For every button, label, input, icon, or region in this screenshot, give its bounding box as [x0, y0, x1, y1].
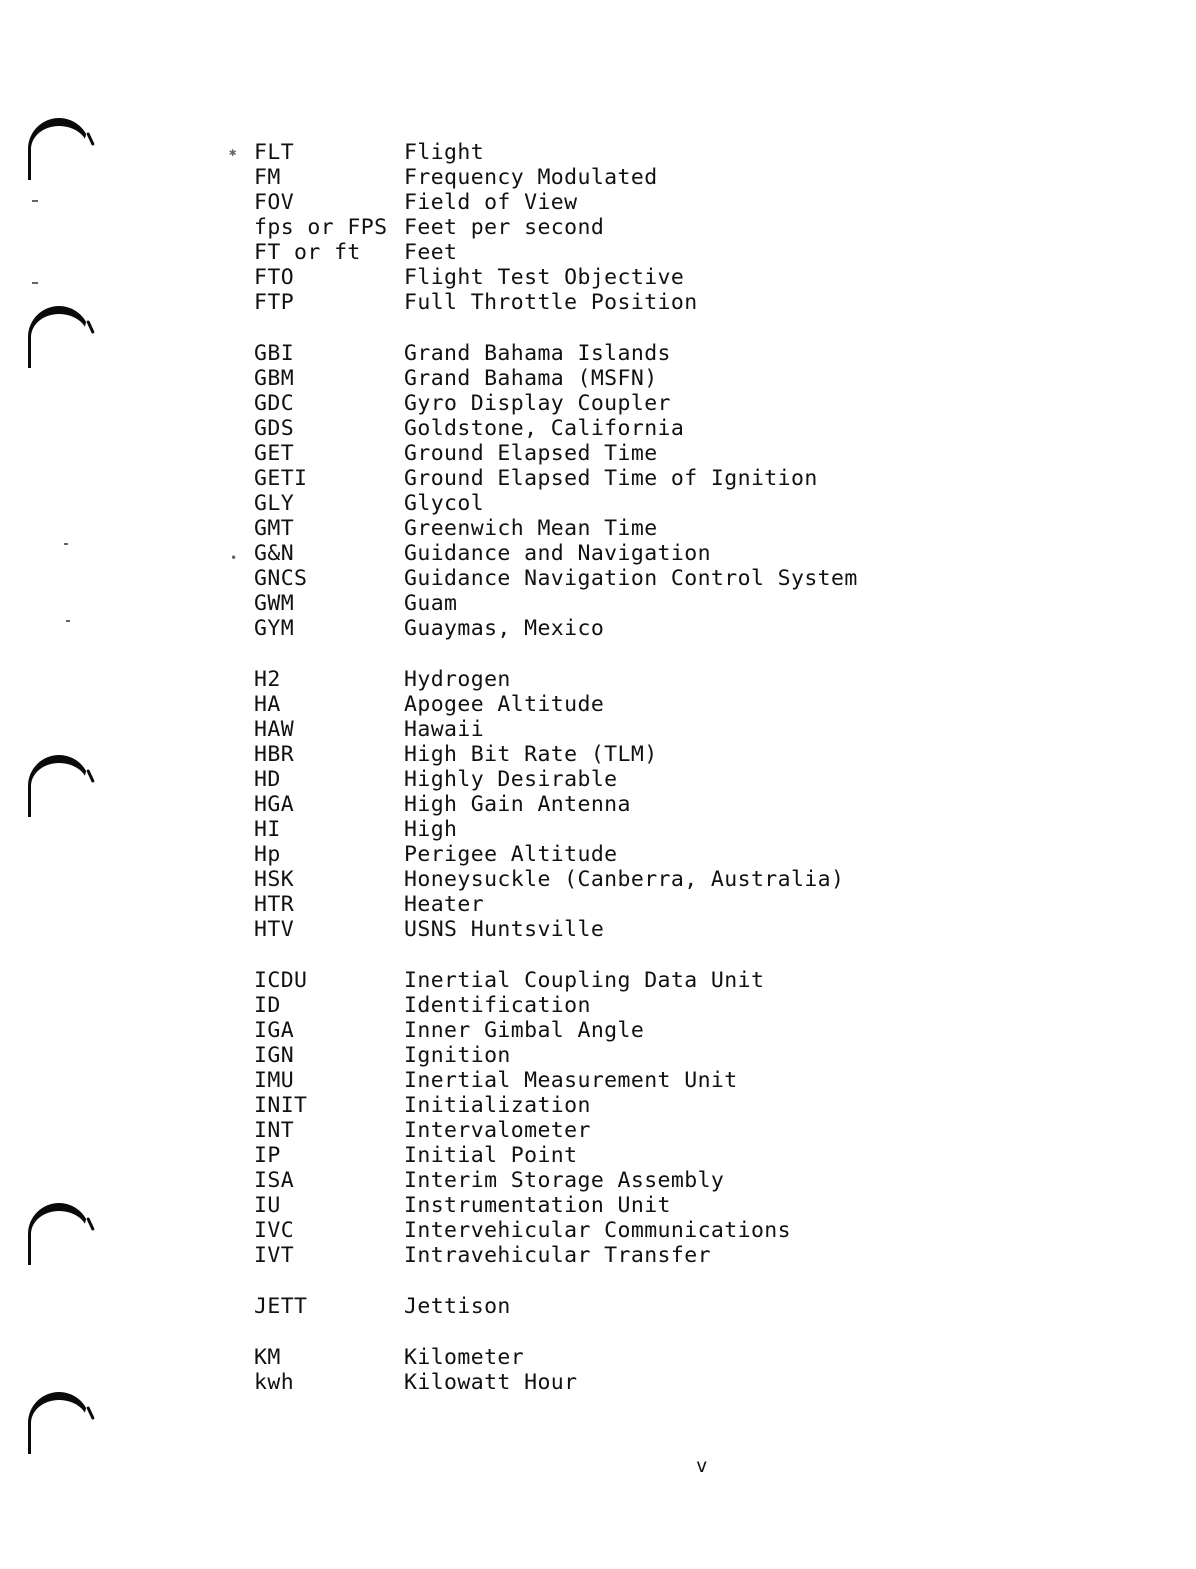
glossary-entry — [254, 165, 874, 190]
abbreviation: G&N — [254, 541, 295, 566]
glossary-entry — [254, 1168, 874, 1193]
glossary-entry — [254, 516, 874, 541]
glossary-entry — [254, 667, 874, 692]
definition: Gyro Display Coupler — [404, 391, 671, 416]
abbreviation: FT or ft — [254, 240, 361, 265]
margin-mark: • — [230, 551, 238, 565]
definition: Frequency Modulated — [404, 165, 658, 190]
definition: Ignition — [404, 1043, 511, 1068]
glossary-entry — [254, 391, 874, 416]
glossary-entry — [254, 441, 874, 466]
abbreviation: GLY — [254, 491, 295, 516]
glossary-entry — [254, 215, 874, 240]
scan-speck — [64, 543, 68, 545]
abbreviation: ISA — [254, 1168, 295, 1193]
glossary-entry — [254, 867, 874, 892]
abbreviation: GNCS — [254, 566, 308, 591]
abbreviation: GET — [254, 441, 295, 466]
glossary-entry — [254, 1143, 874, 1168]
abbreviation: INIT — [254, 1093, 308, 1118]
glossary-entry — [254, 1043, 874, 1068]
definition: High Bit Rate (TLM) — [404, 742, 658, 767]
definition: Highly Desirable — [404, 767, 618, 792]
abbreviation: FLT — [254, 140, 295, 165]
definition: Goldstone, California — [404, 416, 685, 441]
definition: Hawaii — [404, 717, 485, 742]
abbreviation: FTO — [254, 265, 295, 290]
definition: Kilowatt Hour — [404, 1370, 578, 1395]
definition: Flight — [404, 140, 485, 165]
abbreviation: HTR — [254, 892, 295, 917]
abbreviation: FTP — [254, 290, 295, 315]
definition: Feet — [404, 240, 458, 265]
glossary-group — [254, 667, 874, 942]
abbreviation: GWM — [254, 591, 295, 616]
abbreviation: HSK — [254, 867, 295, 892]
glossary-entry — [254, 1118, 874, 1143]
punch-hole — [28, 755, 90, 817]
glossary-entry — [254, 190, 874, 215]
definition: Honeysuckle (Canberra, Australia) — [404, 867, 845, 892]
abbreviation: HA — [254, 692, 281, 717]
abbreviation: IU — [254, 1193, 281, 1218]
abbreviation: GYM — [254, 616, 295, 641]
definition: Instrumentation Unit — [404, 1193, 671, 1218]
definition: Full Throttle Position — [404, 290, 698, 315]
page-number: v — [696, 1455, 708, 1477]
abbreviation: fps or FPS — [254, 215, 388, 240]
abbreviation: HI — [254, 817, 281, 842]
abbreviation: HBR — [254, 742, 295, 767]
abbreviation: IMU — [254, 1068, 295, 1093]
abbreviation: FOV — [254, 190, 295, 215]
glossary-list — [254, 140, 874, 1421]
glossary-entry — [254, 366, 874, 391]
definition: Identification — [404, 993, 591, 1018]
abbreviation: ID — [254, 993, 281, 1018]
glossary-entry — [254, 566, 874, 591]
abbreviation: HAW — [254, 717, 295, 742]
glossary-group — [254, 968, 874, 1268]
glossary-group — [254, 1345, 874, 1395]
definition: Grand Bahama (MSFN) — [404, 366, 658, 391]
definition: Guaymas, Mexico — [404, 616, 605, 641]
abbreviation: KM — [254, 1345, 281, 1370]
glossary-entry — [254, 1093, 874, 1118]
glossary-entry — [254, 842, 874, 867]
glossary-entry — [254, 692, 874, 717]
glossary-entry — [254, 1294, 874, 1319]
glossary-entry — [254, 1370, 874, 1395]
glossary-entry — [254, 1243, 874, 1268]
glossary-entry — [254, 792, 874, 817]
abbreviation: HGA — [254, 792, 295, 817]
abbreviation: HTV — [254, 917, 295, 942]
abbreviation: GBM — [254, 366, 295, 391]
abbreviation: GMT — [254, 516, 295, 541]
glossary-entry — [254, 466, 874, 491]
definition: Ground Elapsed Time — [404, 441, 658, 466]
glossary-entry — [254, 341, 874, 366]
definition: Guidance Navigation Control System — [404, 566, 858, 591]
glossary-entry — [254, 140, 874, 165]
definition: Heater — [404, 892, 485, 917]
glossary-entry — [254, 265, 874, 290]
abbreviation: IVC — [254, 1218, 295, 1243]
abbreviation: GBI — [254, 341, 295, 366]
definition: Initialization — [404, 1093, 591, 1118]
abbreviation: kwh — [254, 1370, 295, 1395]
punch-hole — [28, 306, 90, 368]
glossary-group — [254, 140, 874, 315]
abbreviation: JETT — [254, 1294, 308, 1319]
glossary-entry — [254, 616, 874, 641]
glossary-entry — [254, 767, 874, 792]
abbreviation: IVT — [254, 1243, 295, 1268]
abbreviation: FM — [254, 165, 281, 190]
definition: Hydrogen — [404, 667, 511, 692]
definition: Intravehicular Transfer — [404, 1243, 711, 1268]
definition: Intervalometer — [404, 1118, 591, 1143]
definition: Perigee Altitude — [404, 842, 618, 867]
abbreviation: GETI — [254, 466, 308, 491]
margin-mark: ✱ — [229, 145, 237, 159]
glossary-entry — [254, 416, 874, 441]
definition: Field of View — [404, 190, 578, 215]
glossary-entry — [254, 917, 874, 942]
definition: High — [404, 817, 458, 842]
definition: Inner Gimbal Angle — [404, 1018, 645, 1043]
definition: Inertial Coupling Data Unit — [404, 968, 765, 993]
glossary-entry — [254, 1018, 874, 1043]
glossary-entry — [254, 491, 874, 516]
abbreviation: GDC — [254, 391, 295, 416]
definition: Initial Point — [404, 1143, 578, 1168]
abbreviation: ICDU — [254, 968, 308, 993]
punch-hole — [28, 1392, 90, 1454]
scan-speck — [32, 282, 38, 284]
abbreviation: IGN — [254, 1043, 295, 1068]
abbreviation: IP — [254, 1143, 281, 1168]
glossary-entry — [254, 993, 874, 1018]
glossary-entry — [254, 968, 874, 993]
punch-hole — [28, 118, 90, 180]
scan-speck — [32, 200, 38, 202]
definition: Jettison — [404, 1294, 511, 1319]
definition: Guam — [404, 591, 458, 616]
glossary-entry — [254, 541, 874, 566]
glossary-entry — [254, 1218, 874, 1243]
glossary-entry — [254, 892, 874, 917]
definition: Apogee Altitude — [404, 692, 605, 717]
definition: Greenwich Mean Time — [404, 516, 658, 541]
glossary-entry — [254, 1345, 874, 1370]
abbreviation: HD — [254, 767, 281, 792]
glossary-entry — [254, 742, 874, 767]
definition: Grand Bahama Islands — [404, 341, 671, 366]
abbreviation: Hp — [254, 842, 281, 867]
glossary-group — [254, 341, 874, 641]
definition: Glycol — [404, 491, 485, 516]
glossary-entry — [254, 817, 874, 842]
definition: Ground Elapsed Time of Ignition — [404, 466, 818, 491]
punch-hole — [28, 1203, 90, 1265]
definition: USNS Huntsville — [404, 917, 605, 942]
glossary-entry — [254, 290, 874, 315]
glossary-group — [254, 1294, 874, 1319]
definition: Kilometer — [404, 1345, 525, 1370]
definition: Inertial Measurement Unit — [404, 1068, 738, 1093]
scan-speck — [66, 620, 70, 622]
glossary-entry — [254, 240, 874, 265]
definition: Interim Storage Assembly — [404, 1168, 725, 1193]
abbreviation: INT — [254, 1118, 295, 1143]
glossary-entry — [254, 591, 874, 616]
definition: High Gain Antenna — [404, 792, 631, 817]
glossary-entry — [254, 1068, 874, 1093]
definition: Guidance and Navigation — [404, 541, 711, 566]
glossary-entry — [254, 717, 874, 742]
abbreviation: IGA — [254, 1018, 295, 1043]
definition: Feet per second — [404, 215, 605, 240]
glossary-entry — [254, 1193, 874, 1218]
abbreviation: H2 — [254, 667, 281, 692]
definition: Intervehicular Communications — [404, 1218, 791, 1243]
definition: Flight Test Objective — [404, 265, 685, 290]
abbreviation: GDS — [254, 416, 295, 441]
